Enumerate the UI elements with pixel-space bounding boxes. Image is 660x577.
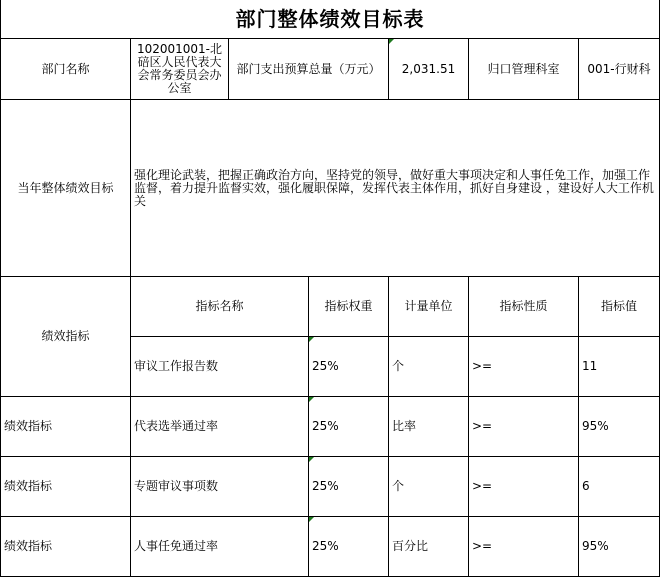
indicator-section-label[interactable]: 绩效指标: [0, 277, 131, 397]
header-weight[interactable]: 指标权重: [309, 277, 389, 337]
indicator-value[interactable]: 11: [579, 337, 660, 397]
indicator-value[interactable]: 6: [579, 457, 660, 517]
page-title: 部门整体绩效目标表: [0, 0, 660, 39]
indicator-nature[interactable]: >=: [469, 457, 579, 517]
indicator-value[interactable]: 95%: [579, 517, 660, 577]
dept-name-value[interactable]: 102001001-北碚区人民代表大会常务委员会办公室: [131, 39, 229, 100]
header-indicator-name[interactable]: 指标名称: [131, 277, 309, 337]
indicator-unit[interactable]: 个: [389, 457, 469, 517]
indicator-nature[interactable]: >=: [469, 397, 579, 457]
header-unit[interactable]: 计量单位: [389, 277, 469, 337]
indicator-nature[interactable]: >=: [469, 517, 579, 577]
dept-name-label[interactable]: 部门名称: [0, 39, 131, 100]
header-value[interactable]: 指标值: [579, 277, 660, 337]
indicator-name[interactable]: 审议工作报告数: [131, 337, 309, 397]
indicator-value[interactable]: 95%: [579, 397, 660, 457]
indicator-name[interactable]: 代表选举通过率: [131, 397, 309, 457]
header-nature[interactable]: 指标性质: [469, 277, 579, 337]
indicator-weight[interactable]: 25%: [309, 397, 389, 457]
indicator-nature[interactable]: >=: [469, 337, 579, 397]
budget-value[interactable]: 2,031.51: [389, 39, 469, 100]
indicator-unit[interactable]: 比率: [389, 397, 469, 457]
indicator-row-label[interactable]: 绩效指标: [0, 397, 131, 457]
indicator-name[interactable]: 人事任免通过率: [131, 517, 309, 577]
indicator-name[interactable]: 专题审议事项数: [131, 457, 309, 517]
indicator-row-label[interactable]: 绩效指标: [0, 457, 131, 517]
office-value[interactable]: 001-行财科: [579, 39, 660, 100]
indicator-row-label[interactable]: 绩效指标: [0, 517, 131, 577]
goal-text[interactable]: 强化理论武装，把握正确政治方向，坚持党的领导，做好重大事项决定和人事任免工作，加强工作监督，着力提升监督实效，强化履职保障，发挥代表主体作用，抓好自身建设 ，建设好人大工作机关: [131, 100, 660, 277]
indicator-weight[interactable]: 25%: [309, 517, 389, 577]
budget-label[interactable]: 部门支出预算总量（万元）: [229, 39, 389, 100]
indicator-unit[interactable]: 个: [389, 337, 469, 397]
indicator-weight[interactable]: 25%: [309, 337, 389, 397]
indicator-unit[interactable]: 百分比: [389, 517, 469, 577]
office-label[interactable]: 归口管理科室: [469, 39, 579, 100]
goal-label[interactable]: 当年整体绩效目标: [0, 100, 131, 277]
indicator-weight[interactable]: 25%: [309, 457, 389, 517]
